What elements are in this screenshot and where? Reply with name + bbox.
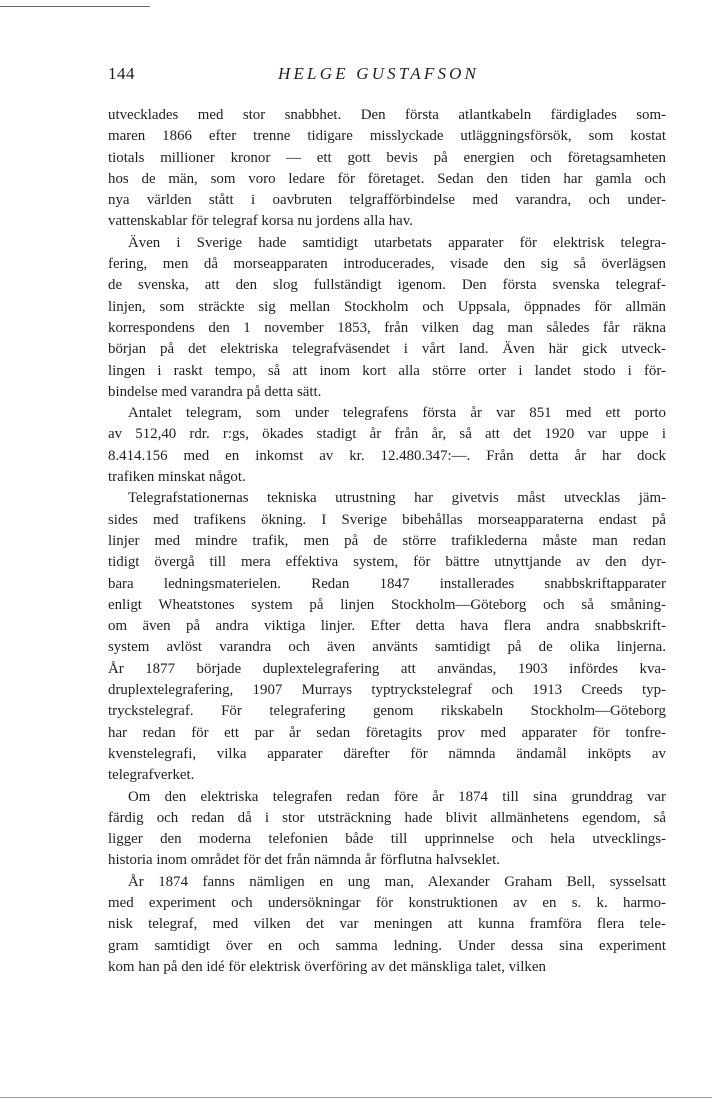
text-line: gram samtidigt över en och samma ledning. Under dessa sina experiment <box>108 937 666 954</box>
paragraph <box>108 872 666 978</box>
text-line: nisk telegraf, med vilken det var meningen att kunna framföra flera tele- <box>108 916 666 933</box>
text-line: bindelse med varandra på detta sätt. <box>108 383 322 400</box>
text-line: linjer med mindre trafik, men på de större trafiklederna måste man redan <box>108 532 666 549</box>
text-line: Om den elektriska telegrafen redan före år 1874 till sina grunddrag var <box>128 788 666 805</box>
text-line: system avlöst varandra och även använts samtidigt på de olika linjerna. <box>108 639 666 656</box>
text-line: tryckstelegraf. För telegrafering genom rikskabeln Stockholm—Göteborg <box>108 703 666 720</box>
running-head-author: HELGE GUSTAFSON <box>278 64 480 83</box>
text-line: korrespondens den 1 november 1853, från vilken dag man således får räkna <box>108 319 666 336</box>
text-line: År 1877 började duplextelegrafering att användas, 1903 infördes kva- <box>108 660 666 677</box>
text-line: bara ledningsmaterielen. Redan 1847 installerades snabbskriftapparater <box>108 575 666 592</box>
text-line: historia inom området för det från nämnda år förflutna halvseklet. <box>108 852 500 869</box>
text-line: druplextelegrafering, 1907 Murrays typtryckstelegraf och 1913 Creeds typ- <box>108 682 666 699</box>
text-line: Antalet telegram, som under telegrafens första år var 851 med ett porto <box>128 405 666 422</box>
text-line: enligt Wheatstones system på linjen Stockholm—Göteborg och så småning- <box>108 596 666 613</box>
body-text <box>108 105 666 978</box>
text-line: utvecklades med stor snabbhet. Den första atlantkabeln färdiglades som- <box>108 107 666 123</box>
text-line: Telegrafstationernas tekniska utrustning har givetvis måst utvecklas jäm- <box>128 490 666 507</box>
text-line: med experiment och undersökningar för konstruktionen av en s. k. harmo- <box>108 894 666 911</box>
text-line: lingen i raskt tempo, så att inom kort alla större orter i landet stodo i för- <box>108 362 666 379</box>
text-line: färdig och redan då i stor utsträckning hade blivit allmänhetens egendom, så <box>108 809 666 826</box>
paragraph <box>108 488 666 786</box>
text-line: början på det elektriska telegrafväsendet i vårt land. Även här gick utveck- <box>108 341 666 358</box>
text-line: fering, men då morseapparaten introducerades, visade den sig så överlägsen <box>108 256 666 273</box>
text-line: trafiken minskat något. <box>108 469 246 486</box>
text-line: har redan för ett par år sedan företagits prov med apparater för tonfre- <box>108 724 666 741</box>
text-line: sides med trafikens ökning. I Sverige bibehållas morseapparaterna endast på <box>108 511 666 528</box>
paragraph <box>108 403 666 488</box>
text-line: om även på andra viktiga linjer. Efter detta hava flera andra snabbskrift- <box>108 618 666 635</box>
text-line: kvenstelegrafi, vilka apparater därefter för nämnda ändamål inköpts av <box>108 745 666 762</box>
page-number: 144 <box>108 64 135 83</box>
text-line: linjen, som sträckte sig mellan Stockholm och Uppsala, öppnades för allmän <box>108 298 666 315</box>
text-line: tidigt övergå till mera effektiva system, för bättre utnyttjande av den dyr- <box>108 554 666 571</box>
paragraph <box>108 105 666 233</box>
scan-edge-line-top <box>0 6 150 7</box>
text-line: kom han på den idé för elektrisk överföring av det mänskliga talet, vilken <box>108 958 546 975</box>
text-line: 8.414.156 med en inkomst av kr. 12.480.347:—. Från detta år har dock <box>108 447 666 464</box>
text-line: tiotals millioner kronor — ett gott bevis på energien och företagsamheten <box>108 149 666 166</box>
text-line: de svenska, att den slog fullständigt igenom. Den första svenska telegraf- <box>108 277 666 294</box>
text-line: År 1874 fanns nämligen en ung man, Alexander Graham Bell, sysselsatt <box>128 873 666 890</box>
text-line: telegrafverket. <box>108 767 195 784</box>
scan-edge-line-bottom <box>0 1097 712 1098</box>
text-line: Även i Sverige hade samtidigt utarbetats apparater för elektrisk telegra- <box>128 234 666 251</box>
text-line: hos de män, som voro ledare för företaget. Sedan den tiden har gamla och <box>108 170 666 187</box>
text-line: maren 1866 efter trenne tidigare misslyckade utläggningsförsök, som kostat <box>108 128 666 145</box>
paragraph <box>108 787 666 872</box>
text-line: nya världen stått i oavbruten telgrafförbindelse med varandra, och under- <box>108 192 666 209</box>
text-line: vattenskablar för telegraf korsa nu jordens alla hav. <box>108 213 413 230</box>
text-line: av 512,40 rdr. r:gs, ökades stadigt år från år, så att det 1920 var uppe i <box>108 426 666 443</box>
page-header <box>108 64 668 88</box>
paragraph <box>108 233 666 403</box>
text-line: ligger den moderna telefonien både till upprinnelse och hela utvecklings- <box>108 831 666 848</box>
